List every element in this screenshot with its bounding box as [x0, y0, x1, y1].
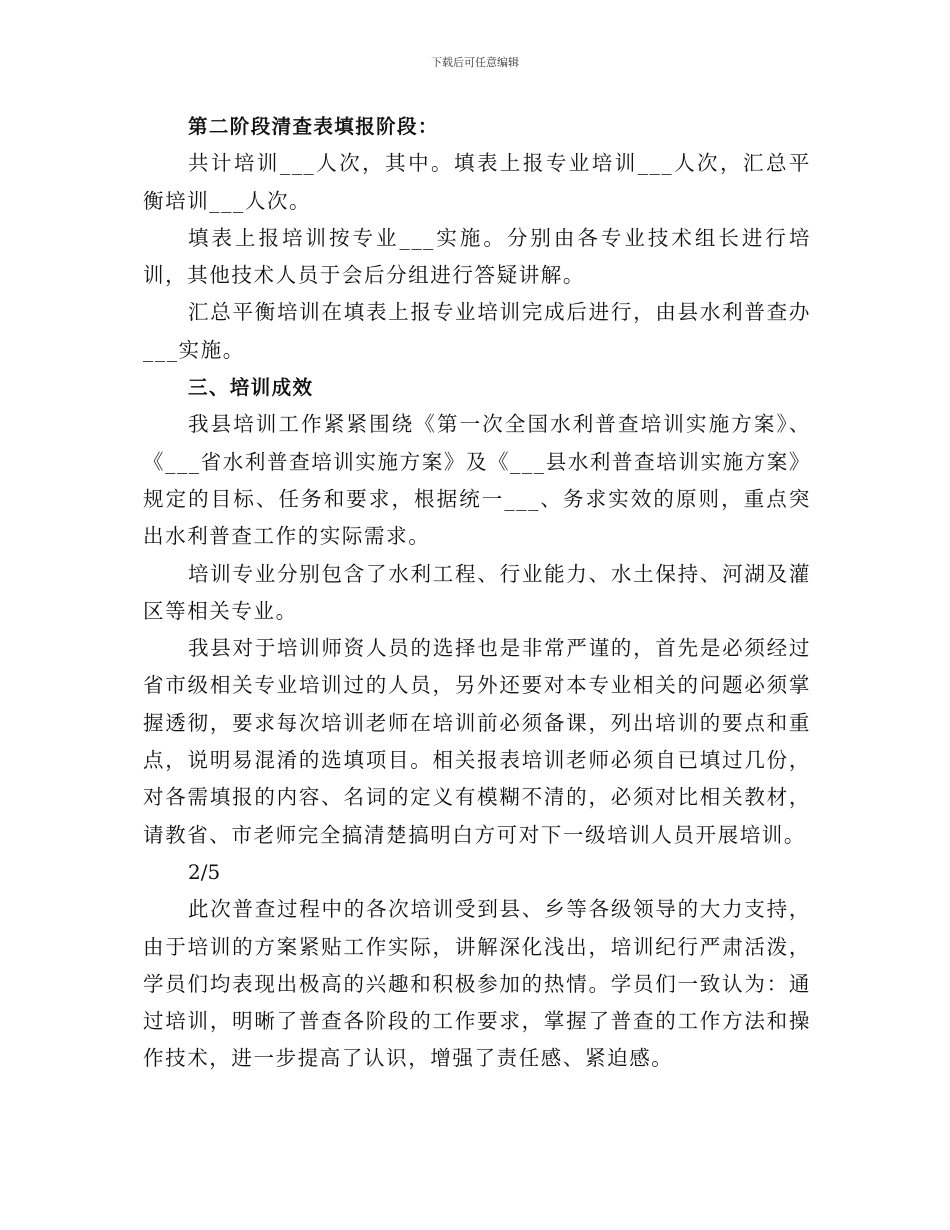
header-note: 下载后可任意编辑 [431, 56, 519, 69]
section-heading-results: 三、培训成效 [188, 376, 314, 400]
document-body [143, 108, 811, 1078]
paragraph-report-training: 填表上报培训按专业___实施。分别由各专业技术组长进行培训，其他技术人员于会后分组进行答疑讲解。 [143, 225, 811, 288]
paragraph-training-count: 共计培训___人次，其中。填表上报专业培训___人次，汇总平衡培训___人次。 [143, 151, 811, 213]
paragraph-training-work: 我县培训工作紧紧围绕《第一次全国水利普查培训实施方案》、《___省水利普查培训实施方案》及《___县水利普查培训实施方案》规定的目标、任务和要求，根据统一___、务求实效的原则，重点突出水利普查工作的实际需求。 [143, 412, 811, 549]
page-number: 2/5 [188, 859, 221, 884]
paragraph-training-majors: 培训专业分别包含了水利工程、行业能力、水土保持、河湖及灌区等相关专业。 [143, 561, 811, 623]
paragraph-summary-training: 汇总平衡培训在填表上报专业培训完成后进行，由县水利普查办___实施。 [143, 300, 811, 362]
paragraph-teacher-selection: 我县对于培训师资人员的选择也是非常严谨的，首先是必须经过省市级相关专业培训过的人员，另外还要对本专业相关的问题必须掌握透彻，要求每次培训老师在培训前必须备课，列出培训的要点和重点，说明易混淆的选填项目。相关报表培训老师必须自已填过几份，对各需填报的内容、名词的定义有模糊不清的，必须对比相关教材，请教省、市老师完全搞清楚搞明白方可对下一级培训人员开展培训。 [143, 636, 811, 847]
section-heading-stage2: 第二阶段清查表填报阶段： [188, 115, 439, 138]
paragraph-training-support: 此次普查过程中的各次培训受到县、乡等各级领导的大力支持，由于培训的方案紧贴工作实际，讲解深化浅出，培训纪行严肃活泼，学员们均表现出极高的兴趣和积极参加的热情。学员们一致认为：通过培训，明晰了普查各阶段的工作要求，掌握了普查的工作方法和操作技术，进一步提高了认识，增强了责任感、紧迫感。 [143, 897, 811, 1071]
